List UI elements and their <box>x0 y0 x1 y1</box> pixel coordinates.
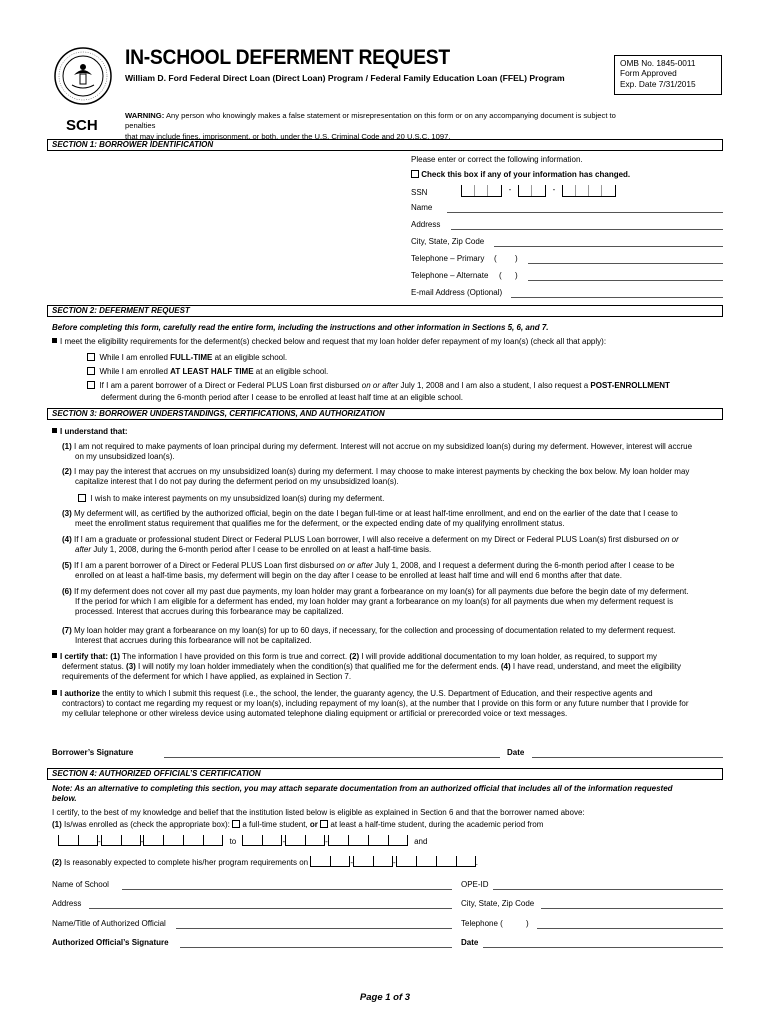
tel-alternate-paren-open: ( <box>499 271 502 280</box>
official-signature-label: Authorized Official’s Signature <box>52 938 169 947</box>
official-signature-input[interactable] <box>180 947 452 948</box>
para-4-num: (4) <box>62 535 72 544</box>
official-name-input[interactable] <box>176 928 452 929</box>
warning-line-1: Any person who knowingly makes a false statement or misrepresentation on this form or on any accompanying document is subject to penalties <box>125 111 616 131</box>
period-end-day[interactable] <box>285 835 325 846</box>
section4-certify: I certify, to the best of my knowledge and belief that the institution listed below is eligible as explained in Section 6 and that the borrower named above: <box>52 808 585 817</box>
city-state-zip-label: City, State, Zip Code <box>411 237 485 246</box>
period-to: to <box>229 837 237 846</box>
info-changed-label: Check this box if any of your information has changed. <box>421 170 631 179</box>
ssn-dash-1: - <box>508 185 512 194</box>
para-7-num: (7) <box>62 626 72 635</box>
warning-line-2: that may include fines, imprisonment, or both, under the U.S. Criminal Code and 20 U.S.C. 1097. <box>125 131 451 141</box>
option-full-time[interactable] <box>87 353 287 363</box>
certify-e: I have read, understand, and meet the eligibility <box>510 662 681 671</box>
para-5-num: (5) <box>62 561 72 570</box>
school-name-input[interactable] <box>122 889 452 890</box>
para-7-a: My loan holder may grant a forbearance on my loan(s) for up to 60 days, if necessary, for the collection and processing of documentation related to my deferment request. <box>71 626 676 635</box>
bullet-icon <box>52 338 57 343</box>
enrollment-text-b: a full-time student, <box>240 820 310 829</box>
tel-primary-label: Telephone – Primary <box>411 254 485 263</box>
tel-primary-paren-open: ( <box>494 254 497 263</box>
interest-payment-label: I wish to make interest payments on my unsubsidized loan(s) during my deferment. <box>90 494 385 503</box>
period-end-date[interactable] <box>242 835 282 846</box>
ssn-dash-2: - <box>552 185 556 194</box>
enrollment-line <box>52 820 543 830</box>
half-time-student-checkbox[interactable] <box>320 820 328 828</box>
authorize-a: the entity to which I submit this request (i.e., the school, the lender, the guaranty agency, the U.S. Department of Education, and their respective agents and <box>100 689 653 698</box>
tel-primary-paren-close: ) <box>515 254 518 263</box>
date-sep: - <box>325 837 328 846</box>
period-start-year[interactable] <box>140 835 223 846</box>
para-1-b: on my unsubsidized loan(s). <box>75 452 175 461</box>
para-5-c: July 1, 2008, and I request a deferment during the 6-month period after I cease to be <box>372 561 675 570</box>
email-label: E-mail Address (Optional) <box>411 288 503 297</box>
full-time-student-checkbox[interactable] <box>232 820 240 828</box>
ope-id-label: OPE-ID <box>461 880 489 889</box>
form-title: IN-SCHOOL DEFERMENT REQUEST <box>125 46 450 69</box>
interest-payment-checkbox[interactable] <box>78 494 86 502</box>
section1-heading: SECTION 1: BORROWER IDENTIFICATION <box>47 139 723 151</box>
official-date-label: Date <box>461 938 479 947</box>
section1-intro: Please enter or correct the following information. <box>411 155 583 164</box>
para-4-c: after <box>75 545 92 554</box>
understand-text: I understand that: <box>60 427 128 436</box>
academic-period-row <box>58 835 427 847</box>
official-date-input[interactable] <box>483 947 723 948</box>
authorize-label: I authorize <box>60 689 101 698</box>
para-6-c: processed. Interest that accrues during this forbearance may be capitalized. <box>75 607 344 616</box>
certify-a: The information I have provided on this form is true and correct. <box>120 652 350 661</box>
para-1 <box>62 442 727 462</box>
info-changed-checkbox[interactable] <box>411 170 419 178</box>
tel-alternate-input[interactable] <box>528 280 723 281</box>
para-6-num: (6) <box>62 587 72 596</box>
info-changed-row <box>411 170 630 180</box>
para-5-b: on or after <box>336 561 373 570</box>
enrollment-text-a: Is/was enrolled as (check the appropriate box): <box>61 820 233 829</box>
tel-alternate-paren-close: ) <box>515 271 518 280</box>
certify-f: requirements of the deferment for which I have applied, as explained in Section 7. <box>62 672 352 681</box>
half-time-text-c: at an eligible school. <box>253 367 329 376</box>
school-csz-input[interactable] <box>541 908 723 909</box>
ope-id-input[interactable] <box>493 889 723 890</box>
completion-year[interactable] <box>396 856 476 867</box>
period-and: and <box>414 837 428 846</box>
completion-day[interactable] <box>353 856 393 867</box>
interest-payment-option[interactable] <box>78 494 384 504</box>
omb-box <box>614 55 722 95</box>
para-4-d: July 1, 2008, during the 6-month period after I cease to be enrolled on at least a half-time basis. <box>91 545 432 554</box>
form-code: SCH <box>66 117 98 134</box>
bullet-icon <box>52 690 57 695</box>
ssn-field[interactable] <box>461 185 616 197</box>
post-enrollment-text-d: POST-ENROLLMENT <box>590 381 670 390</box>
para-4 <box>62 535 727 555</box>
full-time-text-a: While I am enrolled <box>99 353 171 362</box>
para-2-num: (2) <box>62 467 72 476</box>
certify-2: (2) <box>349 652 360 661</box>
half-time-checkbox[interactable] <box>87 367 95 375</box>
para-2-a: I may pay the interest that accrues on my unsubsidized loan(s) during my deferment. I may choose to make interest payments by checking the box below. My loan holder may <box>71 467 690 476</box>
school-name-label: Name of School <box>52 880 109 889</box>
para-6-b: If the period for which I am eligible for a deferment has ended, my loan holder may grant a forbearance on my loan(s) for all payments due when my deferment request is <box>75 597 674 606</box>
para-7-b: Interest that accrues during this forbearance will not be capitalized. <box>75 636 312 645</box>
official-telephone-input[interactable] <box>537 928 723 929</box>
post-enrollment-text-e: deferment during the 6-month period after I cease to be enrolled at least half time at an eligible school. <box>101 393 463 402</box>
bullet-icon <box>52 428 57 433</box>
full-time-text-b: FULL-TIME <box>170 353 213 362</box>
date-sep: - <box>140 837 144 846</box>
section3-heading: SECTION 3: BORROWER UNDERSTANDINGS, CERTIFICATIONS, AND AUTHORIZATION <box>47 408 723 420</box>
completion-num: (2) <box>52 858 62 867</box>
para-1-num: (1) <box>62 442 72 451</box>
half-time-text-a: While I am enrolled <box>99 367 171 376</box>
para-6-a: If my deferment does not cover all my past due payments, my loan holder may grant a forbearance on my loan(s) for all payments due before the begin date of my deferment. <box>71 587 689 596</box>
date-sep: - <box>350 858 354 867</box>
period-start-date[interactable] <box>58 835 98 846</box>
page-number: Page 1 of 3 <box>359 992 411 1003</box>
section2-heading: SECTION 2: DEFERMENT REQUEST <box>47 305 723 317</box>
borrower-date-input[interactable] <box>532 757 723 758</box>
authorize-c: my cellular telephone or other wireless device using automated telephone dialing equipment or artificial or prerecorded voice or text messages. <box>62 709 568 718</box>
post-enrollment-text-c: July 1, 2008 and I am also a student, I also request a <box>398 381 591 390</box>
certify-1: (1) <box>110 652 121 661</box>
section2-meet <box>52 337 606 347</box>
certify-d: I will notify my loan holder immediately when the condition(s) that qualified me for the deferment ends. <box>135 662 501 671</box>
borrower-signature-label: Borrower’s Signature <box>52 748 134 757</box>
department-seal-icon <box>54 47 112 105</box>
date-sep: - <box>393 858 396 867</box>
bullet-icon <box>52 653 57 658</box>
completion-month[interactable] <box>310 856 350 867</box>
enrollment-or: or <box>309 820 318 829</box>
city-state-zip-input[interactable] <box>494 246 723 247</box>
tel-primary-input[interactable] <box>528 263 723 264</box>
borrower-date-label: Date <box>507 748 525 757</box>
email-input[interactable] <box>511 297 723 298</box>
certify-label: I certify that: <box>60 652 109 661</box>
school-csz-label: City, State, Zip Code <box>461 899 535 908</box>
warning-label: WARNING: <box>125 111 165 120</box>
full-time-checkbox[interactable] <box>87 353 95 361</box>
official-telephone-paren-close: ) <box>526 919 529 928</box>
authorize-b: contractors) to contact me regarding my request or my loan(s), including repayment of my loan(s), at the number that I provide on this form or any future number that I provide for <box>62 699 689 708</box>
school-address-label: Address <box>52 899 82 908</box>
warning-text <box>125 111 645 142</box>
certify-3: (3) <box>126 662 136 671</box>
borrower-signature-input[interactable] <box>164 757 500 758</box>
full-time-text-c: at an eligible school. <box>212 353 288 362</box>
post-enrollment-text-b: on or after <box>361 381 399 390</box>
para-3 <box>62 509 727 529</box>
ssn-group-3[interactable] <box>562 185 616 197</box>
school-address-input[interactable] <box>89 908 452 909</box>
para-7 <box>62 626 727 646</box>
para-3-num: (3) <box>62 509 72 518</box>
para-6 <box>62 587 727 617</box>
completion-text: Is reasonably expected to complete his/her program requirements on <box>61 858 309 867</box>
omb-exp-date: Exp. Date 7/31/2015 <box>620 78 696 89</box>
para-4-b: on or <box>660 535 679 544</box>
date-sep: - <box>282 837 286 846</box>
name-input[interactable] <box>447 212 723 213</box>
half-time-text-b: AT LEAST HALF TIME <box>170 367 254 376</box>
omb-approved: Form Approved <box>620 68 677 79</box>
ssn-group-1[interactable] <box>461 185 502 197</box>
para-5 <box>62 561 727 581</box>
period-start-day[interactable] <box>101 835 141 846</box>
post-enrollment-text-a: If I am a parent borrower of a Direct or Federal PLUS Loan first disbursed <box>99 381 362 390</box>
ssn-group-2[interactable] <box>518 185 546 197</box>
para-4-a: If I am a graduate or professional student Direct or Federal PLUS Loan borrower, I will also receive a deferment on my Direct or Federal PLUS Loan(s) first disbursed <box>71 535 661 544</box>
period-end-year[interactable] <box>328 835 408 846</box>
para-2 <box>62 467 727 487</box>
section4-note <box>52 784 732 804</box>
certify-4: (4) <box>500 662 511 671</box>
option-half-time[interactable] <box>87 367 328 377</box>
completion-period: . <box>475 858 478 867</box>
para-1-a: I am not required to make payments of loan principal during my deferment. Interest will not accrue on my subsidized loan(s) during my deferment. However, interest will accrue <box>71 442 693 451</box>
para-3-b: meet the enrollment status requirement that qualifies me for the deferment, or the expected ending date of my qualifying enrollment status. <box>75 519 565 528</box>
enrollment-num: (1) <box>52 820 62 829</box>
para-5-d: enrolled on at least a half-time basis, my deferment will begin on the day after I cease to be enrolled at least half time and will end 6 months after that date. <box>75 571 622 580</box>
form-subtitle: William D. Ford Federal Direct Loan (Direct Loan) Program / Federal Family Education Loan (FFEL) Program <box>125 73 565 83</box>
certify-block <box>52 652 732 682</box>
address-label: Address <box>411 220 441 229</box>
option-post-enrollment[interactable] <box>87 381 727 391</box>
enrollment-text-c: at least a half-time student, during the academic period from <box>328 820 544 829</box>
official-name-label: Name/Title of Authorized Official <box>52 919 166 928</box>
address-input[interactable] <box>451 229 723 230</box>
authorize-block <box>52 689 732 719</box>
name-label: Name <box>411 203 433 212</box>
para-2-b: capitalize interest that I do not pay during the deferment period on my unsubsidized loan(s). <box>75 477 399 486</box>
para-5-a: If I am a parent borrower of a Direct or Federal PLUS Loan first disbursed <box>71 561 337 570</box>
tel-alternate-label: Telephone – Alternate <box>411 271 489 280</box>
official-telephone-label: Telephone ( <box>461 919 503 928</box>
certify-b: I will provide additional documentation to my loan holder, as required, to support my <box>359 652 658 661</box>
section4-note-b: below. <box>52 794 77 803</box>
para-3-a: My deferment will, as certified by the authorized official, begin on the date I began full-time or at least half-time enrollment, and end on the earlier of the date that I cease to <box>71 509 678 518</box>
post-enrollment-checkbox[interactable] <box>87 381 95 389</box>
date-sep: - <box>98 837 101 846</box>
ssn-label: SSN <box>411 188 428 197</box>
understand-label <box>52 427 128 437</box>
certify-c: deferment status. <box>62 662 127 671</box>
omb-number: OMB No. 1845-0011 <box>620 58 696 68</box>
completion-line <box>52 856 478 868</box>
section4-note-a: Note: As an alternative to completing this section, you may attach separate documentation from an authorized official that includes all of the information requested <box>52 784 673 793</box>
section4-heading: SECTION 4: AUTHORIZED OFFICIAL’S CERTIFICATION <box>47 768 723 780</box>
section2-meet-text: I meet the eligibility requirements for the deferment(s) checked below and request that my loan holder defer repayment of my loan(s) (check all that apply): <box>60 337 607 346</box>
section2-instruction: Before completing this form, carefully read the entire form, including the instructions and other information in Sections 5, 6, and 7. <box>52 323 549 332</box>
